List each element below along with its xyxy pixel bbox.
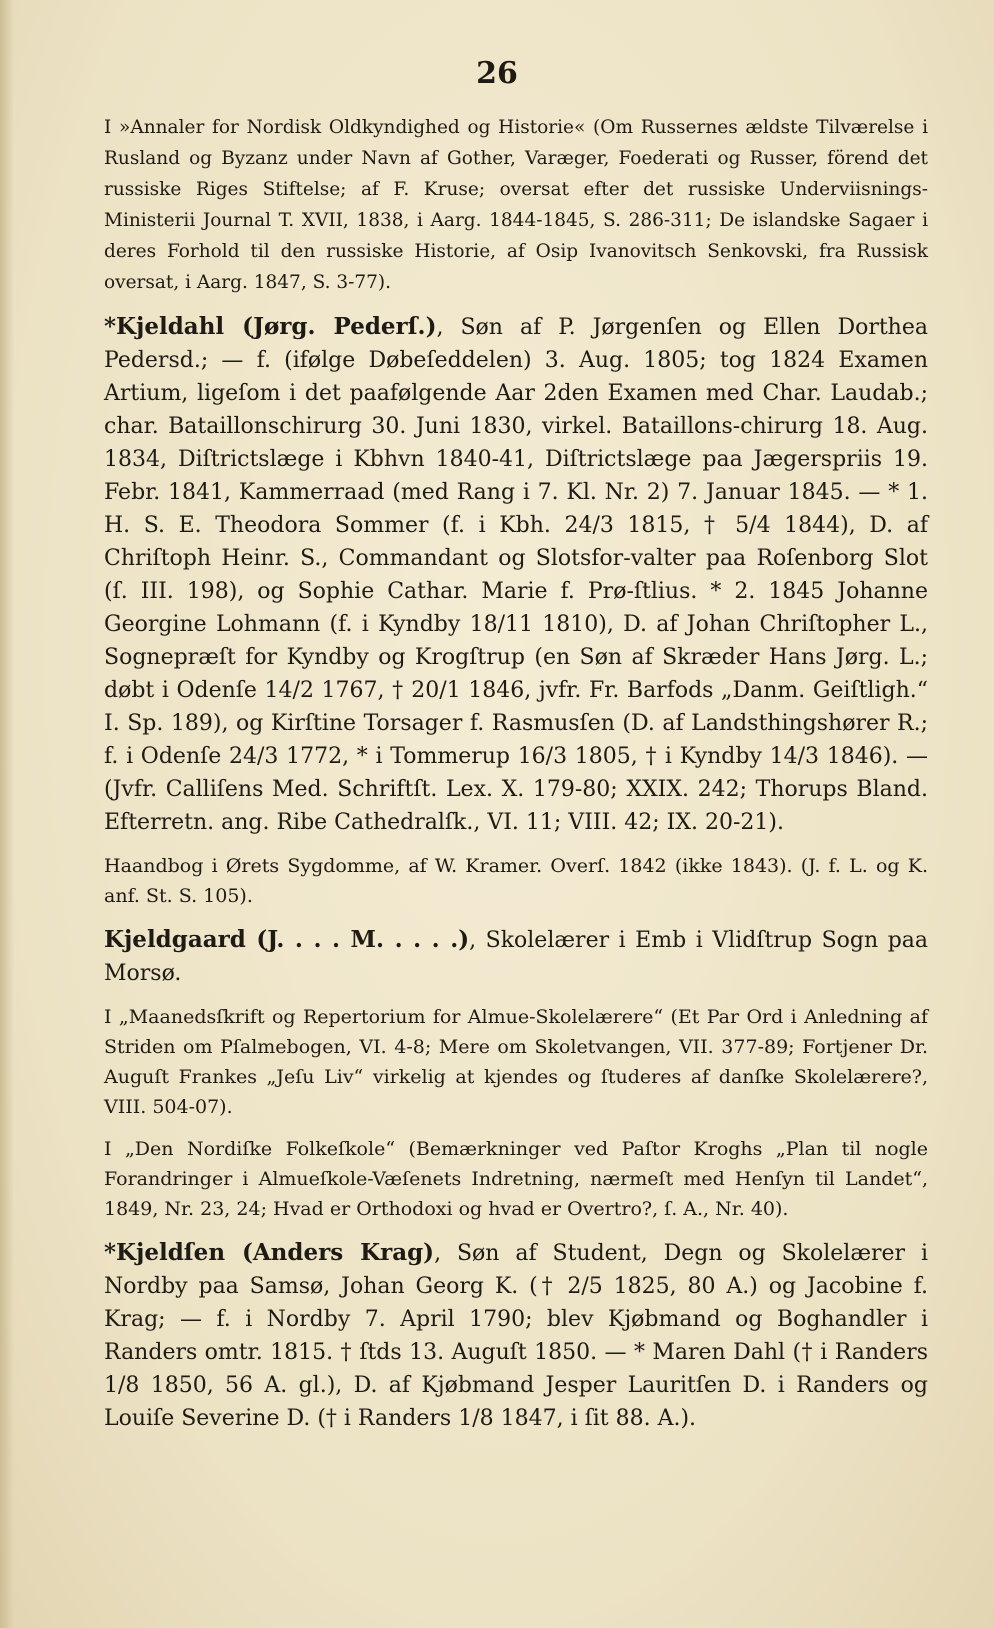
entry-heading: Kjeldgaard (J. . . . M. . . . .) [104,926,470,953]
page-number: 26 [476,56,518,91]
entry-kjeldgaard [104,923,928,990]
entry-kjeldsen [104,1236,928,1435]
entry-text: , Søn af Student, Degn og Skolelærer i Nordby paa Samsø, Johan Georg K. († 2/5 1825, 80 A.) og Jacobine f. Krag; — f. i Nordby 7. April 1790; blev Kjøbmand og Boghandler i Randers omtr. 1815. † ſtds 13. Auguſt 1850. — * Maren Dahl († i Randers 1/8 1850, 56 A. gl.), D. af Kjøbmand Jesper Lauritſen D. i Randers og Louiſe Severine D. († i Randers 1/8 1847, i ſit 88. A.). [104,1241,929,1431]
entry-text: , Skolelærer i Emb i Vlidſtrup Sogn paa Morsø. [104,928,929,986]
page-edge-shadow [0,0,14,1628]
reference-annaler: I »Annaler for Nordisk Oldkyndighed og Historie« (Om Russernes ældste Tilværelse i Rusland og Byzanz under Navn af Gother, Varæger, Foederati og Russer, förend det russiske Riges Stiftelse; af F. Kruse; oversat efter det russiske Underviisnings-Ministerii Journal T. XVII, 1838, i Aarg. 1844-1845, S. 286-311; De islandske Sagaer i deres Forhold til den russiske Historie, af Osip Ivanovitsch Senkovski, fra Russisk oversat, i Aarg. 1847, S. 3-77). [104,117,928,293]
reference-folkeskole: I „Den Nordiſke Folkeſkole“ (Bemærkninger ved Paſtor Kroghs „Plan til nogle Forandringer i Almueſkole-Væſenets Indretning, nærmeſt med Henſyn til Landet“, 1849, Nr. 23, 24; Hvad er Orthodoxi og hvad er Overtro?, ſ. A., Nr. 40). [104,1138,928,1220]
entry-heading: *Kjeldſen (Anders Krag) [104,1239,435,1266]
entry-kjeldahl [104,310,928,839]
reference-maanedsskrift: I „Maanedsſkrift og Repertorium for Almue-Skolelærere“ (Et Par Ord i Anledning af Striden om Pſalmebogen, VI. 4-8; Mere om Skoletvangen, VII. 377-89; Fortjener Dr. Auguſt Frankes „Jeſu Liv“ virkelig at kjendes og ſtuderes af danſke Skolelærere?, VIII. 504-07). [104,1006,928,1118]
entry-text: , Søn af P. Jørgenſen og Ellen Dorthea Pedersd.; — f. (ifølge Døbeſeddelen) 3. Aug. 1805; tog 1824 Examen Artium, ligeſom i det paafølgende Aar 2den Examen med Char. Laudab.; char. Bataillonschirurg 30. Juni 1830, virkel. Bataillons-chirurg 18. Aug. 1834, Diſtrictslæge i Kbhvn 1840-41, Diſtrictslæge paa Jægerspriis 19. Febr. 1841, Kammerraad (med Rang i 7. Kl. Nr. 2) 7. Januar 1845. — * 1. H. S. E. Theodora Sommer (f. i Kbh. 24/3 1815, † 5/4 1844), D. af Chriſtoph Heinr. S., Commandant og Slotsfor-valter paa Roſenborg Slot (ſ. III. 198), og Sophie Cathar. Marie f. Prø-ſtlius. * 2. 1845 Johanne Georgine Lohmann (f. i Kyndby 18/11 1810), D. af Johan Chriſtopher L., Sognepræſt for Kyndby og Krogſtrup (en Søn af Skræder Hans Jørg. L.; døbt i Odenſe 14/2 1767, † 20/1 1846, jvfr. Fr. Barfods „Danm. Geiſtligh.“ I. Sp. 189), og Kirſtine Torsager f. Rasmusſen (D. af Landsthingshører R.; f. i Odenſe 24/3 1772, * i Tommerup 16/3 1805, † i Kyndby 14/3 1846). — (Jvfr. Calliſens Med. Schriftſt. Lex. X. 179-80; XXIX. 242; Thorups Bland. Efterretn. ang. Ribe Cathedralſk., VI. 11; VIII. 42; IX. 20-21). [104,315,928,835]
literature-haandbog: Haandbog i Ørets Sygdomme, af W. Kramer. Overſ. 1842 (ikke 1843). (J. f. L. og K. anf. St. S. 105). [104,855,928,907]
page-body [104,112,928,1453]
entry-heading: *Kjeldahl (Jørg. Pederſ.) [104,313,437,340]
